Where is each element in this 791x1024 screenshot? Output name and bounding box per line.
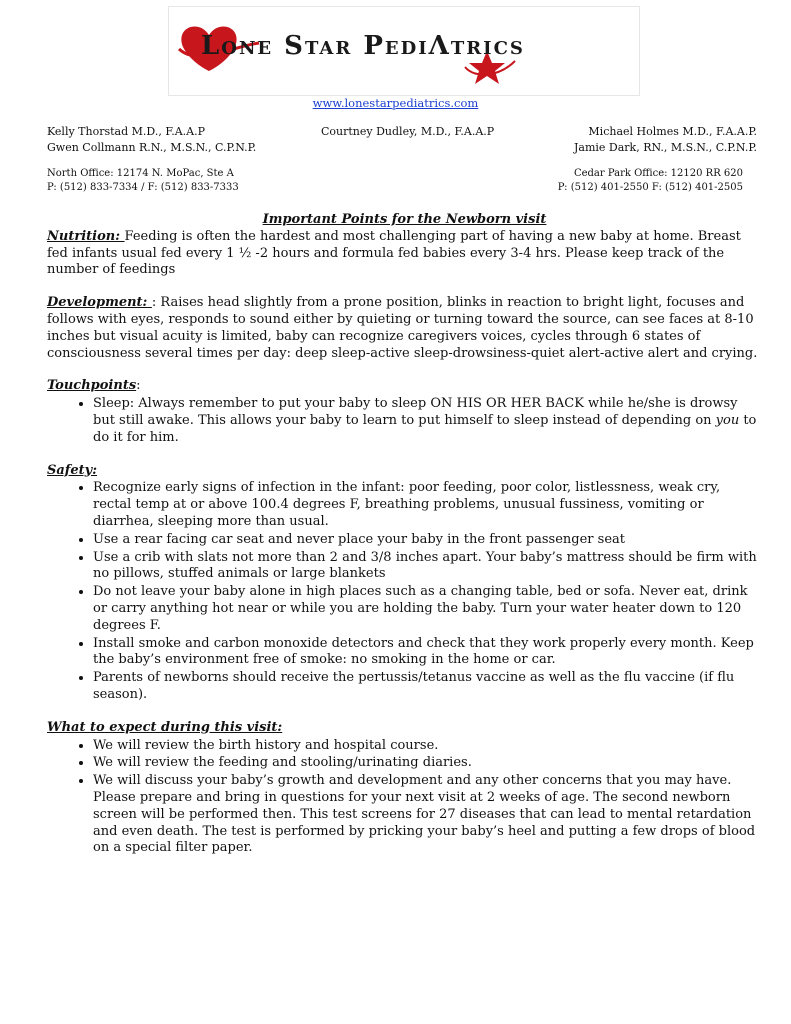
staff-left-1: Kelly Thorstad M.D., F.A.A.P bbox=[47, 125, 206, 138]
safety-list bbox=[47, 479, 762, 703]
expect-heading: What to expect during this visit: bbox=[47, 719, 283, 735]
staff-left-2: Gwen Collmann R.N., M.S.N., C.P.N.P. bbox=[47, 141, 257, 154]
nutrition-text: Feeding is often the hardest and most challenging part of having a new baby at home. Breast fed infants usual fed every 1 ½ -2 hours and formula fed babies every 3-4 hrs. Please keep track of the number of feedings bbox=[47, 228, 741, 278]
cedar-office-phone: P: (512) 401-2550 F: (512) 401-2505 bbox=[557, 182, 743, 193]
document-title: Important Points for the Newborn visit bbox=[262, 212, 547, 227]
list-item: • Install smoke and carbon monoxide detectors and check that they work properly every month. Keep the baby’s environment free of smoke: no smoking in the home or car. bbox=[93, 635, 762, 670]
list-item: • Use a crib with slats not more than 2 and 3/8 inches apart. Your baby’s mattress should be firm with no pillows, stuffed animals or large blankets bbox=[93, 549, 762, 584]
touchpoints-text-post: to do it for him. bbox=[93, 412, 757, 445]
list-item: • Parents of newborns should receive the pertussis/tetanus vaccine as well as the flu vaccine (if flu season). bbox=[93, 669, 762, 704]
logo-text: Lone Star PediΛtrics bbox=[201, 31, 525, 61]
touchpoints-text-em: you bbox=[715, 412, 740, 428]
list-item: • Recognize early signs of infection in the infant: poor feeding, poor color, listlessness, weak cry, rectal temp at or above 100.4 degrees F, breathing problems, unusual fussiness, vomiting or diarrhea, sleeping more than usual. bbox=[93, 479, 762, 530]
staff-right-2: Jamie Dark, RN., M.S.N., C.P.N.P. bbox=[574, 141, 757, 154]
list-item: • Do not leave your baby alone in high places such as a changing table, bed or sofa. Never eat, drink or carry anything hot near or while you are holding the baby. Turn your water heater down to 120 degrees F. bbox=[93, 583, 762, 634]
touchpoints-colon: : bbox=[136, 378, 141, 394]
staff-right-1: Michael Holmes M.D., F.A.A.P. bbox=[588, 125, 757, 138]
list-item: • We will review the feeding and stooling/urinating diaries. bbox=[93, 754, 762, 772]
development-text: : Raises head slightly from a prone position, blinks in reaction to bright light, focuses and follows with eyes, responds to sound either by quieting or turning toward the source, can see faces at 8-10 inches but visual acuity is limited, baby can recognize caregivers voices, cycles through 6 states of consciousness several times per day: deep sleep-active sleep-drowsiness-quiet alert-active alert and crying. bbox=[47, 295, 758, 361]
nutrition-heading: Nutrition: bbox=[47, 228, 125, 244]
safety-heading: Safety: bbox=[47, 462, 98, 478]
touchpoints-list bbox=[47, 395, 762, 446]
website-link[interactable]: www.lonestarpediatrics.com bbox=[312, 96, 479, 110]
list-item: • We will discuss your baby’s growth and development and any other concerns that you may have. Please prepare and bring in questions for your next visit at 2 weeks of age. The second newborn screen will be performed then. This test screens for 27 diseases that can lead to mental retardation and even death. The test is performed by pricking your baby’s heel and putting a few drops of blood on a special filter paper. bbox=[93, 772, 762, 857]
touchpoints-heading: Touchpoints bbox=[47, 378, 137, 394]
touchpoints-heading-line bbox=[47, 378, 762, 395]
development-heading: Development: bbox=[47, 295, 152, 311]
logo bbox=[168, 6, 640, 96]
list-item bbox=[93, 395, 762, 446]
document-body bbox=[47, 212, 762, 857]
north-office-phone: P: (512) 833-7334 / F: (512) 833-7333 bbox=[47, 182, 239, 193]
staff-center-1: Courtney Dudley, M.D., F.A.A.P bbox=[321, 125, 495, 138]
expect-list bbox=[47, 737, 762, 858]
cedar-office-address: Cedar Park Office: 12120 RR 620 bbox=[573, 168, 743, 179]
nutrition-paragraph bbox=[47, 229, 762, 279]
north-office-address: North Office: 12174 N. MoPac, Ste A bbox=[47, 168, 234, 179]
development-paragraph bbox=[47, 295, 762, 362]
list-item: • Use a rear facing car seat and never place your baby in the front passenger seat bbox=[93, 531, 762, 549]
list-item: • We will review the birth history and hospital course. bbox=[93, 737, 762, 755]
touchpoints-text-pre: Sleep: Always remember to put your baby to sleep ON HIS OR HER BACK while he/she is drowsy but still awake. This allows your baby to learn to put himself to sleep instead of depending on bbox=[93, 396, 738, 428]
